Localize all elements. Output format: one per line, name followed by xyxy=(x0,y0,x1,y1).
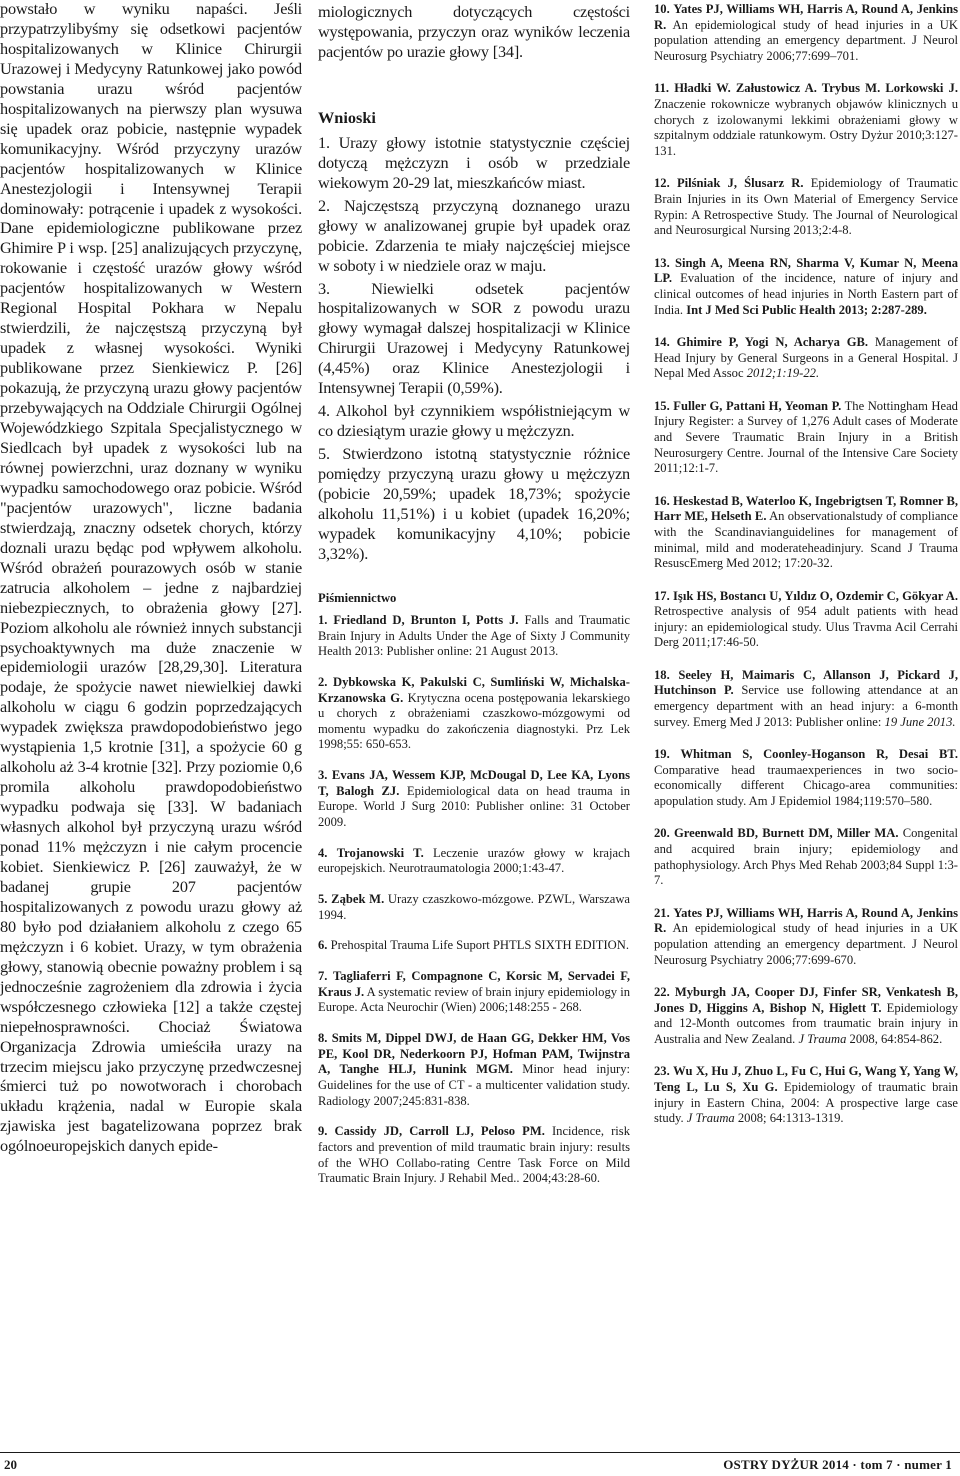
reference-authors: Greenwald BD, Burnett DM, Miller MA. xyxy=(673,826,899,841)
reference-number: 9. xyxy=(318,1124,328,1139)
reference-item xyxy=(654,668,958,731)
reference-text: A systematic review of brain injury epidemiology in Europe. Acta Neurochir (Wien) 2006;148:255 - 268. xyxy=(318,984,630,1015)
reference-text: An observationalstudy of compliance with the Scandinavianguidelines for management of minimal, mild and moderateheadinjury. Scand J Trauma ResuscEmerg Med 2012; 17:20-32. xyxy=(654,509,958,571)
conclusion-item: 5. Stwierdzono istotną statystycznie różnice pomiędzy przyczyną urazu głowy u mężczyzn (pobicie 20,59%; upadek 18,73%; spożycie alkoholu 11,51%) i u kobiet (upadek 16,20%; wypadek komunikacyjny 4,10%; pobicie 3,32%). xyxy=(318,444,630,563)
reference-text: Epidemiology of traumatic brain injury in Eastern China, 2004: A prospective large case study. xyxy=(654,1080,958,1126)
reference-number: 8. xyxy=(318,1031,328,1045)
conclusion-item: 4. Alkohol był czynnikiem współistniejącym w co dziesiątym urazie głowy u mężczyzn. xyxy=(318,401,630,441)
reference-item xyxy=(654,589,958,652)
reference-source: Int J Med Sci Public Health 2013; 2:287-289. xyxy=(686,302,927,317)
reference-item xyxy=(654,2,958,65)
reference-number: 12. xyxy=(654,176,670,191)
reference-text: Leczenie urazów głowy w krajach europejskich. Neurotraumatologia 2000;1:43-47. xyxy=(318,845,630,876)
reference-item xyxy=(318,1124,630,1187)
reference-item xyxy=(318,1031,630,1109)
reference-authors: Trojanowski T. xyxy=(336,845,424,860)
reference-authors: Seeley H, Maimaris C, Allanson J, Pickard J, Hutchinson P. xyxy=(654,667,958,698)
reference-number: 14. xyxy=(654,334,670,349)
reference-text: Falls and Traumatic Brain Injury in Adults Under the Age of Sixty J Community Health 2013: Publisher online: 21 August 2013. xyxy=(318,612,630,659)
reference-authors: Whitman S, Coonley-Hoganson R, Desai BT. xyxy=(680,747,958,762)
reference-italic: 2012;1:19-22. xyxy=(746,366,820,381)
reference-text: Prehospital Trauma Life Suport PHTLS SIXTH EDITION. xyxy=(330,938,629,953)
reference-number: 22. xyxy=(654,985,670,1000)
journal-info: OSTRY DYŻUR 2014 · tom 7 · numer 1 xyxy=(723,1457,952,1472)
reference-authors: Pilśniak J, Ślusarz R. xyxy=(676,176,804,191)
reference-number: 18. xyxy=(654,667,670,682)
reference-text: Comparative head traumaexperiences in two socio-economically different Chicago-area communities: apopulation study. Am J Epidemiol 1984;119:570–580. xyxy=(654,762,958,809)
reference-authors: Hładki W. Załustowicz A. Trybus M. Lorkowski J. xyxy=(674,81,958,96)
reference-italic: J Trauma xyxy=(798,1032,847,1047)
reference-number: 15. xyxy=(654,398,670,413)
reference-number: 7. xyxy=(318,969,328,984)
reference-item xyxy=(654,399,958,477)
reference-authors: Ząbek M. xyxy=(331,892,385,907)
reference-item xyxy=(654,826,958,889)
reference-number: 4. xyxy=(318,845,328,860)
reference-number: 10. xyxy=(654,2,670,16)
footer-rule xyxy=(0,1452,960,1453)
reference-authors: Singh A, Meena RN, Sharma V, Kumar N, Meena LP. xyxy=(654,255,958,286)
reference-item xyxy=(654,747,958,810)
column-right xyxy=(654,2,958,1434)
reference-item xyxy=(318,846,630,877)
reference-number: 1. xyxy=(318,612,328,627)
reference-number: 19. xyxy=(654,747,670,762)
reference-item xyxy=(654,985,958,1048)
reference-text: Krytyczna ocena postępowania lekarskiego u chorych z obrażeniami czaszkowo-mózgowymi od momentu wypadku do zakończenia diagnostyki. Prz Lek 1998;55: 650-653. xyxy=(318,690,630,752)
reference-text: The Nottingham Head Injury Register: a Survey of 1,276 Adult cases of Moderate and Severe Traumatic Brain Injury in a British Neurosurgery Centre. Journal of the Intensive Care Society 2011;12:1-7. xyxy=(654,398,958,476)
reference-item xyxy=(318,892,630,923)
reference-number: 6. xyxy=(318,938,328,953)
reference-item xyxy=(654,81,958,159)
conclusions-heading: Wnioski xyxy=(318,107,376,127)
reference-authors: Wu X, Hu J, Zhuo L, Fu C, Hui G, Wang Y, Yang W, Teng L, Lu S, Xu G. xyxy=(654,1064,958,1095)
reference-authors: Heskestad B, Waterloo K, Ingebrigtsen T, Romner B, Harr ME, Helseth E. xyxy=(654,493,958,524)
reference-item xyxy=(318,938,630,954)
page-number: 20 xyxy=(4,1457,17,1472)
references-list xyxy=(318,613,630,1187)
reference-text: Epidemiology and 12-Month outcomes from traumatic brain injury in Australia and New Zealand. xyxy=(654,1000,958,1047)
reference-item xyxy=(654,335,958,382)
reference-authors: Evans JA, Wessem KJP, McDougal D, Lee KA, Lyons T, Balogh ZJ. xyxy=(318,768,630,798)
reference-tail: 2008; 64:1313-1319. xyxy=(734,1111,844,1126)
reference-tail: 2008, 64:854-862. xyxy=(846,1032,943,1047)
reference-item xyxy=(318,969,630,1016)
reference-authors: Fuller G, Pattani H, Yeoman P. xyxy=(673,398,842,413)
reference-text: An epidemiological study of head injuries in a UK population attending an emergency department. J Neurol Neurosurg Psychiatry 2006;77:699-670. xyxy=(654,921,958,967)
reference-number: 17. xyxy=(654,588,670,603)
reference-item xyxy=(654,256,958,319)
conclusions-list xyxy=(318,133,630,564)
reference-item xyxy=(654,176,958,239)
reference-item xyxy=(318,768,630,831)
discussion-text: powstało w wyniku napaści. Jeśli przypatrzylibyśmy się odsetkowi pacjentów hospitalizowanych w Klinice Chirurgii Urazowej i Medycyny Ratunkowej jako powód powstania urazu wśród pacjentów hospitalizowanych na pierwszy plan wysuwa się upadek oraz pobicie, następnie wypadek komunikacyjny. Wśród przyczyny urazów pacjentów hospitalizowanych w Klinice Anestezjologii i Intensywnej Terapii dominowały: potrącenie i upadek z wysokości. Dane epidemiologiczne publikowane przez Ghimire P i wsp. [25] analizujących przyczynę, rokowanie i częstość urazów głowy wśród pacjentów hospitalizowanych w Western Regional Hospital Pokhara w Nepalu stwierdzili, że najczęstszą przyczyną był upadek z własnej wysokości. Wyniki publikowane przez Sienkiewicz P. [26] pokazują, że przyczyną urazu głowy pacjentów przebywających na Oddziale Chirurgii Ogólnej Wojewódzkiego Szpitala Specjalistycznego w Siedlcach był upadek z wysokości lub na równej powierzchni, uraz doznany w wyniku wypadku samochodowego oraz pobicie. Wśród "pacjentów urazowych", liczne badania stwierdzają, znaczny odsetek chorych, którzy doznali urazu będąc pod wpływem alkoholu. Wśród obrażeń pourazowych osób w stanie zatrucia alkoholem – jedne z najbardziej niebezpiecznych, to obrażenia głowy [27]. Poziom alkoholu ale również innych substancji psychoaktywnych ma duże znaczenie w epidemiologii urazów [28,29,30]. Literatura podaje, że spożycie nawet niewielkiej dawki alkoholu w ciągu 6 godzin poprzedzających wypadek zwiększa prawdopodobieństwo jego wystąpienia 1,5 krotnie [31], a spożycie 60 g alkoholu aż 3-4 krotnie [32]. Przy poziomie 0,6 promila alkoholu prawdopodobieństwo wypadku podwaja się [33]. W badaniach własnych alkohol był przyczyną urazu wśród ponad 11% mężczyzn i nie całym procencie kobiet. Sienkiewicz P. [26] zauważył, że w badanej grupie 207 pacjentów hospitalizowanych z powodu urazu głowy aż 80 było pod działaniem alkoholu z czego 65 mężczyzn i 6 kobiet. Urazy, w tym obrażenia głowy, stanowią obecnie poważny problem i są jednocześnie zagrożeniem dla zdrowia i życia współczesnego człowieka [12] a także częstej niepełnosprawności. Chociaż Światowa Organizacja Zdrowia umieściła urazy na trzecim miejscu jako przyczynę przedwczesnej śmierci tuż po nowotworach i chorobach układu krążenia, nadal w Europie skala zjawiska jest bagatelizowana poprzez brak ogólnoeuropejskich danych epide- xyxy=(0,0,302,1156)
reference-text: Evaluation of the incidence, nature of injury and clinical outcomes of head injuries in North Eastern part of India. xyxy=(654,271,958,317)
reference-item xyxy=(318,613,630,660)
conclusion-item: 1. Urazy głowy istotnie statystycznie częściej dotyczą mężczyzn i osób w przedziale wiekowym 20-29 lat, mieszkańców miast. xyxy=(318,132,630,192)
reference-text: Management of Head Injury by General Surgeons in a General Hospital. J Nepal Med Assoc xyxy=(654,334,958,381)
reference-item xyxy=(318,675,630,753)
reference-authors: Yates PJ, Williams WH, Harris A, Round A, Jenkins R. xyxy=(654,905,958,936)
reference-text: Epidemiology of Traumatic Brain Injuries in its Own Material of Emergency Service Rypin: A Retrospective Study. The Journal of Neurological and Neurosurgical Nursing 2013;2:4-8. xyxy=(654,176,958,238)
reference-number: 23. xyxy=(654,1064,670,1079)
reference-text: Epidemiological data on head trauma in Europe. World J Surg 2010: Publisher online: 31 October 2009. xyxy=(318,783,630,830)
reference-authors: Dybkowska K, Pakulski C, Sumliński W, Michalska-Krzanowska G. xyxy=(318,674,630,705)
reference-number: 5. xyxy=(318,892,328,907)
reference-authors: Cassidy JD, Carroll LJ, Peloso PM. xyxy=(334,1124,545,1139)
reference-item xyxy=(654,494,958,572)
reference-text: Congenital and acquired brain injury; epidemiology and pathophysiology. Arch Phys Med Rehab 2003;84 Suppl 1:3-7. xyxy=(654,826,958,888)
reference-authors: Myburgh JA, Cooper DJ, Finfer SR, Venkatesh B, Jones D, Higgins A, Bishop N, Higlett T. xyxy=(654,985,958,1015)
references-list-continued xyxy=(654,2,958,1127)
reference-text: Urazy czaszkowo-mózgowe. PZWL, Warszawa 1994. xyxy=(318,892,630,922)
reference-number: 16. xyxy=(654,493,670,508)
reference-authors: Yates PJ, Williams WH, Harris A, Round A, Jenkins R. xyxy=(654,2,958,32)
reference-number: 20. xyxy=(654,826,670,841)
column-middle xyxy=(318,2,630,1434)
reference-item xyxy=(654,906,958,969)
reference-text: Retrospective analysis of 954 adult patients with head injury: an epidemiological study. Ulus Travma Acil Cerrahi Derg 2011;17:46-50. xyxy=(654,604,958,650)
reference-number: 21. xyxy=(654,905,670,920)
discussion-continuation: miologicznych dotyczących częstości występowania, przyczyn oraz wyników leczenia pacjentów po urazie głowy [34]. xyxy=(318,2,630,61)
reference-authors: Ghimire P, Yogi N, Acharya GB. xyxy=(676,334,869,349)
reference-item xyxy=(654,1064,958,1127)
reference-number: 13. xyxy=(654,255,670,270)
conclusion-item: 2. Najczęstszą przyczyną doznanego urazu głowy w analizowanej grupie był upadek oraz pobicie. Zdarzenia te miały najczęściej miejsce w soboty i w niedziele oraz w maju. xyxy=(318,195,630,275)
reference-authors: Tagliaferri F, Compagnone C, Korsic M, Servadei F, Kraus J. xyxy=(318,969,630,999)
reference-italic: J Trauma xyxy=(686,1111,735,1126)
conclusion-item: 3. Niewielki odsetek pacjentów hospitalizowanych w SOR z powodu urazu głowy wymagał dalszej hospitalizacji w Klinice Chirurgii Urazowej i Medycyny Ratunkowej (4,45%) oraz Klinice Anestezjologii i Intensywnej Terapii (0,59%). xyxy=(318,278,630,398)
column-left xyxy=(0,0,302,1431)
reference-authors: Smits M, Dippel DWJ, de Haan GG, Dekker HM, Vos PE, Kool DR, Nederkoorn PJ, Hofman PAM, Twijnstra A, Tanghe HLJ, Hunink MGM. xyxy=(318,1031,630,1077)
reference-number: 11. xyxy=(654,81,670,96)
reference-text: Minor head injury: Guidelines for the use of CT - a multicenter validation study. Radiology 2007;245:831-838. xyxy=(318,1062,630,1108)
reference-number: 3. xyxy=(318,768,328,783)
reference-text: Znaczenie rokownicze wybranych objawów klinicznych u chorych z izolowanymi lekkimi obrażeniami głowy w szpitalnym oddziale ratunkowym. Ostry Dyżur 2010;3:127-131. xyxy=(654,96,958,158)
reference-number: 2. xyxy=(318,674,328,689)
reference-text: Service use following attendance at an emergency department with an head injury: a 6-month survey. Emerg Med J 2013: Publisher online: xyxy=(654,683,958,729)
reference-text: Incidence, risk factors and prevention of mild traumatic brain injury: results of the WHO Collabo-rating Centre Task Force on Mild Traumatic Brain Injury. J Rehabil Med.. 2004;43:28-60. xyxy=(318,1124,630,1186)
reference-authors: Işık HS, Bostancı U, Yıldız O, Ozdemir C, Gökyar A. xyxy=(673,588,958,603)
references-heading: Piśmiennictwo xyxy=(318,590,397,605)
reference-authors: Friedland D, Brunton I, Potts J. xyxy=(333,612,519,627)
reference-text: An epidemiological study of head injuries in a UK population attending an emergency department. J Neurol Neurosurg Psychiatry 2006;77:699–701. xyxy=(654,17,958,63)
reference-italic: 19 June 2013. xyxy=(884,714,956,729)
